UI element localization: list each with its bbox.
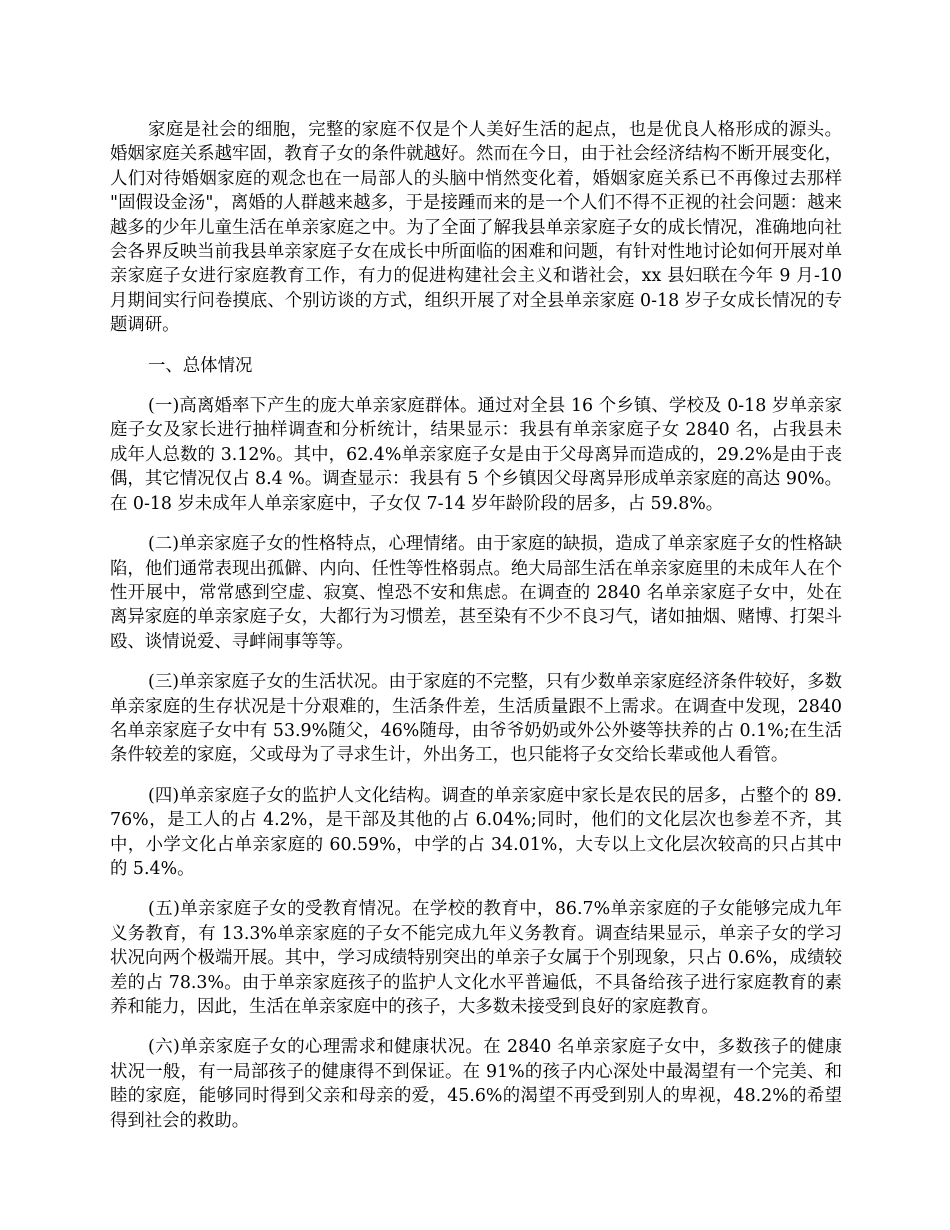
document-body	[110, 118, 842, 1149]
intro-paragraph: 家庭是社会的细胞，完整的家庭不仅是个人美好生活的起点，也是优良人格形成的源头。婚姻家庭关系越牢固，教育子女的条件就越好。然而在今日，由于社会经济结构不断开展变化，人们对待婚姻家庭的观念也在一局部人的头脑中悄然变化着，婚姻家庭关系已不再像过去那样 "固假设金汤"，离婚的人群越来越多，于是接踵而来的是一个人们不得不正视的社会问题：越来越多的少年儿童生活在单亲家庭之中。为了全面了解我县单亲家庭子女的成长情况，准确地向社会各界反映当前我县单亲家庭子女在成长中所面临的困难和问题，有针对性地讨论如何开展对单亲家庭子女进行家庭教育工作，有力的促进构建社会主义和谐社会，xx 县妇联在今年 9 月-10 月期间实行问卷摸底、个别访谈的方式，组织开展了对全县单亲家庭 0-18 岁子女成长情况的专题调研。	[110, 120, 842, 336]
body-paragraph-5: (五)单亲家庭子女的受教育情况。在学校的教育中，86.7%单亲家庭的子女能够完成九年义务教育，有 13.3%单亲家庭的子女不能完成九年义务教育。调查结果显示，单亲子女的学习状况向两个极端开展。其中，学习成绩特别突出的单亲子女属于个别现象，只占 0.6%，成绩较差的占 78.3%。由于单亲家庭孩子的监护人文化水平普遍低，不具备给孩子进行家庭教育的素养和能力，因此，生活在单亲家庭中的孩子，大多数未接受到良好的家庭教育。	[110, 899, 842, 1017]
body-paragraph-2: (二)单亲家庭子女的性格特点，心理情绪。由于家庭的缺损，造成了单亲家庭子女的性格缺陷，他们通常表现出孤僻、内向、任性等性格弱点。绝大局部生活在单亲家庭里的未成年人在个性开展中，常常感到空虚、寂寞、惶恐不安和焦虑。在调查的 2840 名单亲家庭子女中，处在离异家庭的单亲家庭子女，大都行为习惯差，甚至染有不少不良习气，诸如抽烟、赌博、打架斗殴、谈情说爱、寻衅闹事等等。	[110, 534, 842, 652]
body-paragraph-6: (六)单亲家庭子女的心理需求和健康状况。在 2840 名单亲家庭子女中，多数孩子的健康状况一般，有一局部孩子的健康得不到保证。在 91%的孩子内心深处中最渴望有一个完美、和睦的家庭，能够同时得到父亲和母亲的爱，45.6%的渴望不再受到别人的卑视，48.2%的希望得到社会的救助。	[110, 1037, 842, 1131]
section-heading: 一、总体情况	[148, 355, 253, 376]
body-paragraph-4: (四)单亲家庭子女的监护人文化结构。调查的单亲家庭中家长是农民的居多，占整个的 89.76%，是工人的占 4.2%，是干部及其他的占 6.04%;同时，他们的文化层次也参差不齐，其中，小学文化占单亲家庭的 60.59%，中学的占 34.01%，大专以上文化层次较高的只占其中的 5.4%。	[110, 785, 842, 879]
body-paragraph-3: (三)单亲家庭子女的生活状况。由于家庭的不完整，只有少数单亲家庭经济条件较好，多数单亲家庭的生存状况是十分艰难的，生活条件差，生活质量跟不上需求。在调查中发现，2840 名单亲家庭子女中有 53.9%随父，46%随母，由爷爷奶奶或外公外婆等扶养的占 0.1%;在生活条件较差的家庭，父或母为了寻求生计，外出务工，也只能将子女交给长辈或他人看管。	[110, 672, 842, 766]
body-paragraph-1: (一)高离婚率下产生的庞大单亲家庭群体。通过对全县 16 个乡镇、学校及 0-18 岁单亲家庭子女及家长进行抽样调查和分析统计，结果显示：我县有单亲家庭子女 2840 名，占我县未成年人总数的 3.12%。其中，62.4%单亲家庭子女是由于父母离异而造成的，29.2%是由于丧偶，其它情况仅占 8.4 %。调查显示：我县有 5 个乡镇因父母离异形成单亲家庭的高达 90%。在 0-18 岁未成年人单亲家庭中，子女仅 7-14 岁年龄阶段的居多，占 59.8%。	[110, 396, 842, 514]
